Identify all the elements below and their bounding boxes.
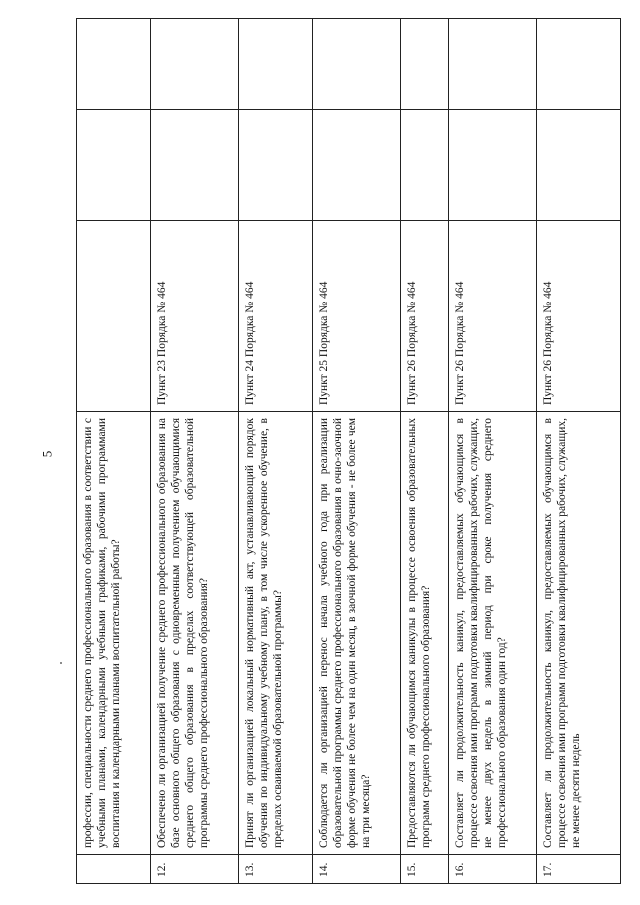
empty-answer-cell [449,110,537,221]
question-cell: Составляет ли продолжительность каникул, предоставляемых обучающимся в процессе освоения ими программ подготовки квалифицированных рабочих, служащих, не менее двух недель в зимний период при сроке получения среднего профессионального образования один год? [449,412,537,855]
rotated-table-wrapper [76,66,620,884]
table-row [239,19,313,884]
empty-answer-cell [151,110,239,221]
row-number: 15. [401,855,449,884]
reference-cell: Пункт 26 Порядка № 464 [401,221,449,412]
question-cell: Составляет ли продолжительность каникул, предоставляемых обучающимся в процессе освоения ими программ подготовки квалифицированных рабочих, служащих, не менее десяти недель [537,412,621,855]
empty-note-cell [77,19,151,110]
row-number: 12. [151,855,239,884]
empty-answer-cell [537,110,621,221]
scan-speck [60,662,62,664]
question-cell: Принят ли организацией локальный нормативный акт, устанавливающий порядок обучения по индивидуальному учебному плану, в том числе ускоренное обучение, в пределах осваиваемой образовательной программы? [239,412,313,855]
table-row [449,19,537,884]
question-cell: Соблюдается ли организацией перенос начала учебного года при реализации образовательной программы среднего профессионального образования в очно-заочной форме обучения не более чем на один месяц, в заочной форме обучения - не более чем на три месяца? [313,412,401,855]
empty-note-cell [449,19,537,110]
reference-cell: Пункт 25 Порядка № 464 [313,221,401,412]
table-row [401,19,449,884]
empty-note-cell [313,19,401,110]
empty-answer-cell [239,110,313,221]
reference-cell: Пункт 26 Порядка № 464 [449,221,537,412]
table-row [151,19,239,884]
table-row [537,19,621,884]
empty-note-cell [401,19,449,110]
reference-cell [77,221,151,412]
question-cell: Предоставляются ли обучающимся каникулы в процессе освоения образовательных программ среднего профессионального образования? [401,412,449,855]
table-row [77,19,151,884]
row-number [77,855,151,884]
empty-note-cell [537,19,621,110]
reference-cell: Пункт 26 Порядка № 464 [537,221,621,412]
empty-note-cell [239,19,313,110]
empty-answer-cell [77,110,151,221]
question-cell: Обеспечено ли организацией получение среднего профессионального образования на базе основного общего образования с одновременным получением обучающимися среднего общего образования в пределах соответствующей образовательной программы среднего профессионального образования? [151,412,239,855]
empty-answer-cell [313,110,401,221]
checklist-table [76,18,621,884]
table-row [313,19,401,884]
reference-cell: Пункт 24 Порядка № 464 [239,221,313,412]
empty-note-cell [151,19,239,110]
row-number: 14. [313,855,401,884]
row-number: 13. [239,855,313,884]
reference-cell: Пункт 23 Порядка № 464 [151,221,239,412]
row-number: 16. [449,855,537,884]
empty-answer-cell [401,110,449,221]
page-number: 5 [39,450,55,458]
question-cell: профессии, специальности среднего профессионального образования в соответствии с учебными планами, календарными учебными графиками, рабочими программами воспитания и календарными планами воспитательной работы? [77,412,151,855]
row-number: 17. [537,855,621,884]
